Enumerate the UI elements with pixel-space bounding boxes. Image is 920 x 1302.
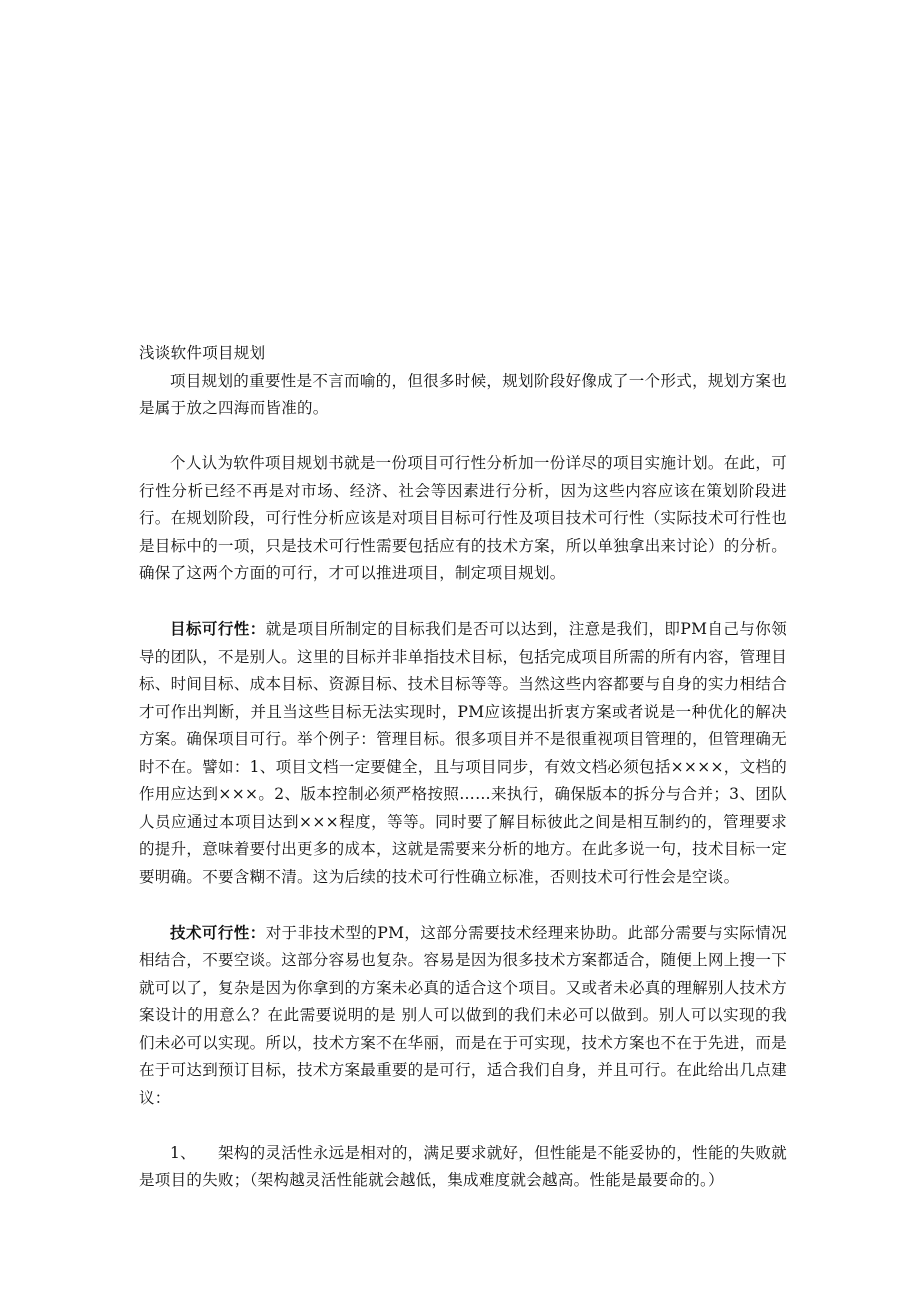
tech-feasibility-text: 对于非技术型的PM，这部分需要技术经理来协助。此部分需要与实际情况相结合，不要空谈。这部分容易也复杂。容易是因为很多技术方案都适合，随便上网上搜一下就可以了，复杂是因为你拿到的方案未必真的适合这个项目。又或者未必真的理解别人技术方案设计的用意么？在此需要说明的是 别人可以做到的我们未必可以做到。别人可以实现的我们未必可以实现。所以，技术方案不在华丽，而是在于可实现，技术方案也不在于先进，而是在于可达到预订目标，技术方案最重要的是可行，适合我们自身，并且可行。在此给出几点建议：	[139, 923, 788, 1107]
document-title: 浅谈软件项目规划	[139, 344, 266, 362]
goal-feasibility-heading: 目标可行性：	[170, 619, 266, 638]
list-item	[139, 1140, 787, 1195]
intro-paragraph: 项目规划的重要性是不言而喻的，但很多时候，规划阶段好像成了一个形式，规划方案也是属于放之四海而皆准的。	[139, 371, 787, 417]
tech-feasibility-paragraph	[139, 919, 787, 1113]
feasibility-paragraph: 个人认为软件项目规划书就是一份项目可行性分析加一份详尽的项目实施计划。在此，可行性分析已经不再是对市场、经济、社会等因素进行分析，因为这些内容应该在策划阶段进行。在规划阶段，可行性分析应该是对项目目标可行性及项目技术可行性（实际技术可行性也是目标中的一项，只是技术可行性需要包括应有的技术方案，所以单独拿出来讨论）的分析。确保了这两个方面的可行，才可以推进项目，制定项目规划。	[139, 454, 787, 582]
paragraph-spacer	[139, 588, 787, 616]
paragraph-spacer	[139, 1112, 787, 1140]
goal-feasibility-paragraph	[139, 615, 787, 891]
paragraph-spacer	[139, 423, 787, 451]
list-item-number: 1、	[170, 1143, 196, 1162]
list-item-text: 架构的灵活性永远是相对的，满足要求就好，但性能是不能妥协的，性能的失败就是项目的失败；（架构越灵活性能就会越低，集成难度就会越高。性能是最要命的。）	[139, 1143, 787, 1189]
goal-feasibility-text: 就是项目所制定的目标我们是否可以达到，注意是我们，即PM自己与你领导的团队，不是别人。这里的目标并非单指技术目标，包括完成项目所需的所有内容，管理目标、时间目标、成本目标、资源目标、技术目标等等。当然这些内容都要与自身的实力相结合才可作出判断，并且当这些目标无法实现时，PM应该提出折衷方案或者说是一种优化的解决方案。确保项目可行。举个例子：管理目标。很多项目并不是很重视项目管理的，但管理确无时不在。譬如：1、项目文档一定要健全，且与项目同步，有效文档必须包括××××，文档的作用应达到×××。2、版本控制必须严格按照……来执行，确保版本的拆分与合并；3、团队人员应通过本项目达到×××程度，等等。同时要了解目标彼此之间是相互制约的，管理要求的提升，意味着要付出更多的成本，这就是需要来分析的地方。在此多说一句，技术目标一定要明确。不要含糊不清。这为后续的技术可行性确立标准，否则技术可行性会是空谈。	[139, 620, 788, 886]
tech-feasibility-heading: 技术可行性：	[170, 922, 266, 942]
document-body	[139, 340, 787, 1195]
paragraph-spacer	[139, 891, 787, 919]
